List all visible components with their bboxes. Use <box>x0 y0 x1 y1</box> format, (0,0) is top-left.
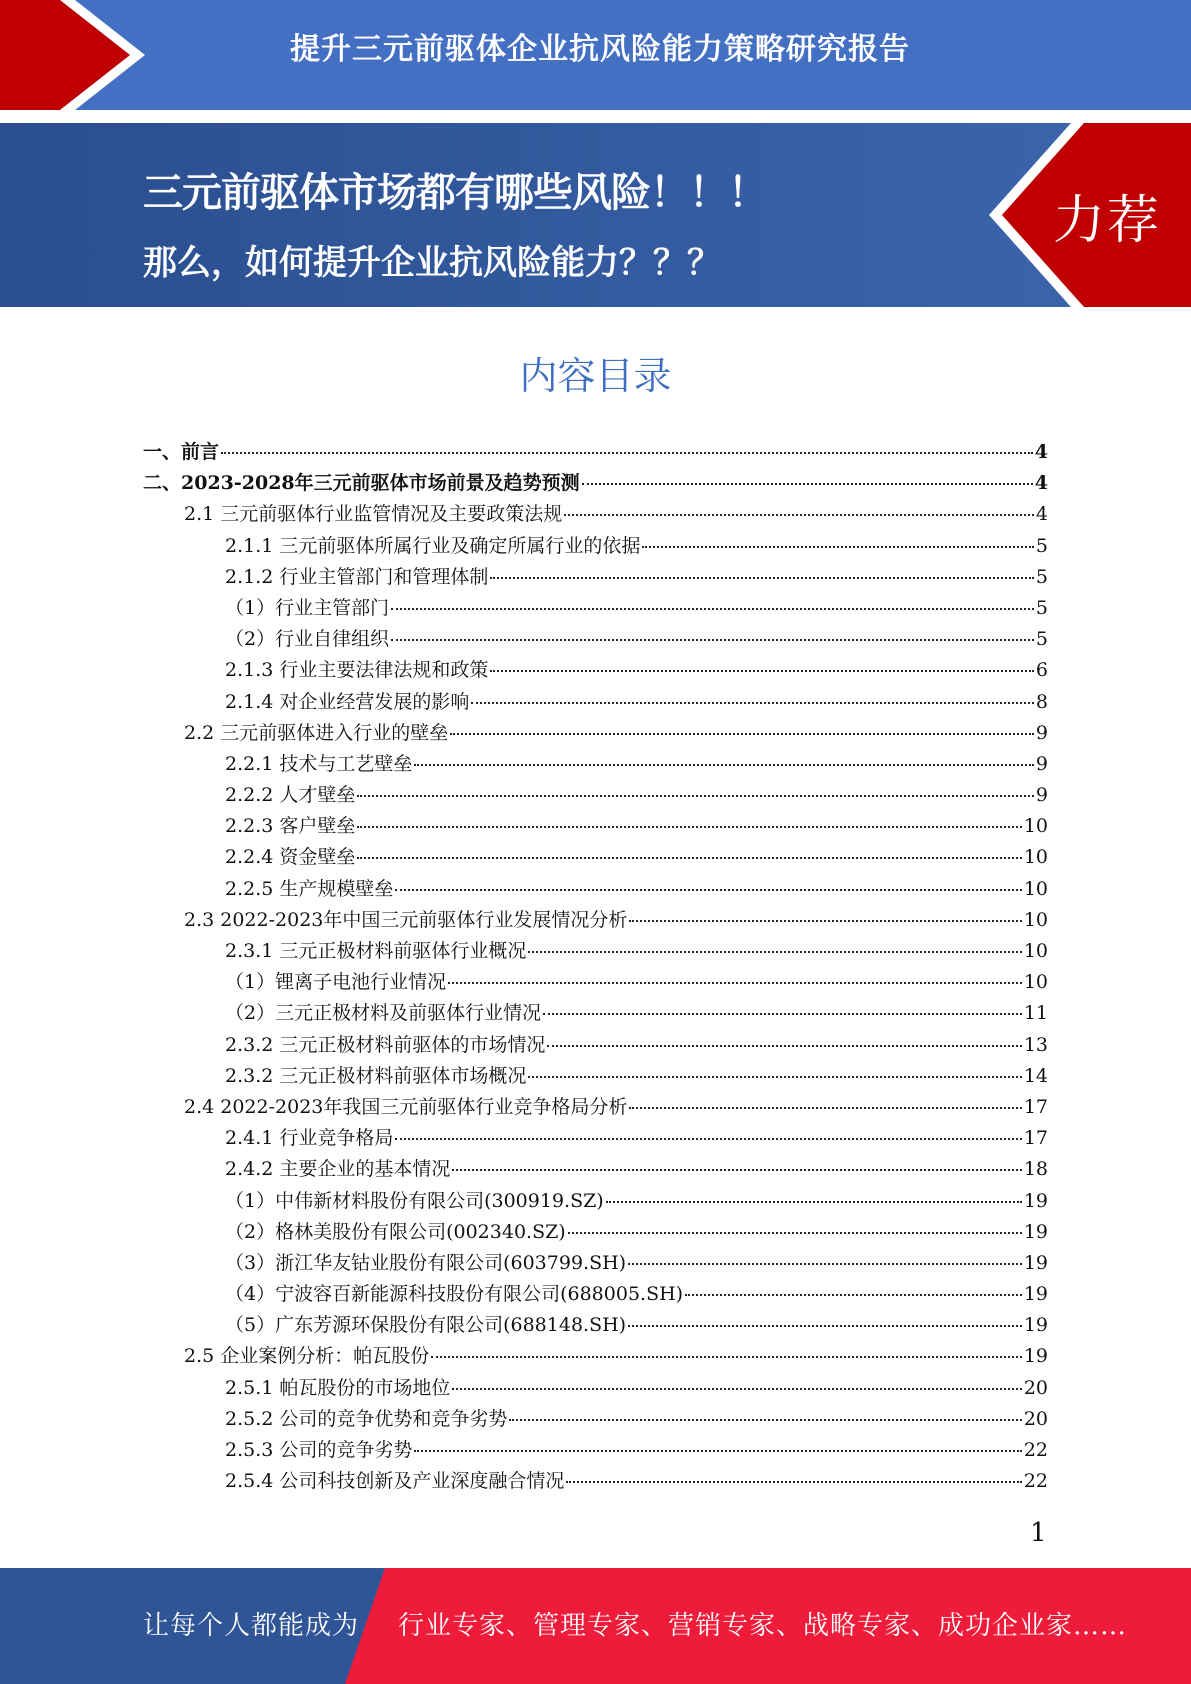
toc-leader <box>490 577 1034 579</box>
toc-entry[interactable] <box>143 1373 1048 1404</box>
toc-entry[interactable] <box>143 1092 1048 1123</box>
toc-entry-page: 5 <box>1035 596 1048 619</box>
toc-entry[interactable] <box>143 842 1048 873</box>
red-chevron-decoration <box>0 0 160 110</box>
toc-entry-label: 2.3.1 三元正极材料前驱体行业概况 <box>225 940 527 962</box>
toc-entry-label: 2.3.2 三元正极材料前驱体市场概况 <box>225 1064 527 1087</box>
toc-entry[interactable] <box>143 1341 1048 1372</box>
toc-entry-label: 2.5.1 帕瓦股份的市场地位 <box>225 1376 451 1399</box>
toc-entry-label: （2）行业自律组织 <box>225 628 390 651</box>
toc-entry[interactable] <box>143 593 1048 624</box>
toc-entry[interactable] <box>143 1030 1048 1061</box>
toc-entry-page: 17 <box>1023 1095 1048 1118</box>
toc-entry[interactable] <box>143 468 1048 499</box>
toc-entry-label: 2.1.1 三元前驱体所属行业及确定所属行业的依据 <box>225 534 641 557</box>
toc-entry-label: 2.1 三元前驱体行业监管情况及主要政策法规 <box>184 503 563 526</box>
footer-banner <box>0 1568 1191 1684</box>
toc-leader <box>357 857 1021 859</box>
toc-entry[interactable] <box>143 811 1048 842</box>
toc-entry-page: 5 <box>1035 534 1048 557</box>
toc-entry-page: 4 <box>1035 503 1048 526</box>
toc-leader <box>431 1356 1022 1358</box>
toc-entry-label: 2.3.2 三元正极材料前驱体的市场情况 <box>225 1033 546 1056</box>
toc-entry-label: 2.1.2 行业主管部门和管理体制 <box>225 565 489 588</box>
toc-entry[interactable] <box>143 531 1048 562</box>
toc-entry-label: （1）中伟新材料股份有限公司(300919.SZ) <box>225 1189 604 1212</box>
toc-entry[interactable] <box>143 499 1048 530</box>
toc-leader <box>528 951 1021 953</box>
toc-entry-label: 2.5 企业案例分析：帕瓦股份 <box>184 1345 430 1368</box>
hero-subheadline: 那么，如何提升企业抗风险能力？？？ <box>143 243 721 283</box>
report-title: 提升三元前驱体企业抗风险能力策略研究报告 <box>290 32 910 67</box>
toc-entry[interactable] <box>143 749 1048 780</box>
toc-leader <box>543 1013 1022 1015</box>
toc-entry-label: 2.2.2 人才壁垒 <box>225 784 356 807</box>
toc-entry-page: 19 <box>1023 1189 1048 1212</box>
toc-entry-label: （2）格林美股份有限公司(002340.SZ) <box>225 1220 566 1243</box>
toc-entry[interactable] <box>143 1404 1048 1435</box>
toc-entry-page: 19 <box>1023 1283 1048 1306</box>
top-banner <box>0 0 1191 110</box>
toc-entry-label: （4）宁波容百新能源科技股份有限公司(688005.SH) <box>225 1283 684 1306</box>
toc-entry[interactable] <box>143 1217 1048 1248</box>
toc-entry[interactable] <box>143 967 1048 998</box>
toc-entry-label: 2.3 2022-2023年中国三元前驱体行业发展情况分析 <box>184 908 628 931</box>
hero-banner <box>0 123 1191 307</box>
toc-leader <box>568 1232 1022 1234</box>
toc-entry-page: 9 <box>1035 752 1048 775</box>
toc-leader <box>452 1388 1021 1390</box>
toc-leader <box>509 1419 1021 1421</box>
toc-leader <box>448 982 1022 984</box>
toc-leader <box>450 733 1034 735</box>
toc-entry-page: 10 <box>1023 940 1048 962</box>
toc-entry-label: （3）浙江华友钴业股份有限公司(603799.SH) <box>225 1251 627 1274</box>
toc-entry-label: 2.2.4 资金壁垒 <box>225 846 356 869</box>
toc-entry-label: 2.1.4 对企业经营发展的影响 <box>225 690 470 713</box>
toc-entry[interactable] <box>143 687 1048 718</box>
toc-leader <box>452 1169 1021 1171</box>
toc-entry-page: 18 <box>1023 1158 1048 1181</box>
toc-leader <box>395 1138 1021 1140</box>
toc-entry-label: 2.4.1 行业竞争格局 <box>225 1127 394 1150</box>
toc-entry-page: 5 <box>1035 628 1048 651</box>
toc-leader <box>628 1325 1022 1327</box>
toc-entry-label: （1）行业主管部门 <box>225 596 390 619</box>
toc-entry[interactable] <box>143 1279 1048 1310</box>
toc-entry[interactable] <box>143 1123 1048 1154</box>
toc-leader <box>564 514 1034 516</box>
toc-entry[interactable] <box>143 1435 1048 1466</box>
toc-entry-page: 22 <box>1023 1439 1048 1461</box>
toc-entry-label: 2.2.3 客户壁垒 <box>225 815 356 838</box>
toc-entry-page: 10 <box>1023 908 1048 931</box>
toc-entry-label: 2.5.4 公司科技创新及产业深度融合情况 <box>225 1470 565 1493</box>
toc-entry-label: 一、前言 <box>143 441 220 463</box>
hero-headline: 三元前驱体市场都有哪些风险！！！ <box>143 170 767 216</box>
toc-leader <box>357 795 1034 797</box>
toc-entry-label: （1）锂离子电池行业情况 <box>225 971 447 994</box>
toc-entry[interactable] <box>143 1186 1048 1217</box>
toc-entry-page: 19 <box>1023 1251 1048 1274</box>
table-of-contents <box>143 437 1048 1497</box>
toc-entry-label: 2.4.2 主要企业的基本情况 <box>225 1158 451 1181</box>
toc-entry-page: 20 <box>1023 1376 1048 1399</box>
toc-entry-page: 10 <box>1023 815 1048 838</box>
toc-entry-page: 5 <box>1035 565 1048 588</box>
toc-leader <box>642 546 1034 548</box>
toc-entry[interactable] <box>143 936 1048 967</box>
toc-leader <box>685 1294 1022 1296</box>
toc-leader <box>395 889 1021 891</box>
toc-leader <box>528 1076 1021 1078</box>
toc-entry-page: 20 <box>1023 1407 1048 1430</box>
toc-entry-page: 19 <box>1023 1314 1048 1337</box>
toc-entry-page: 14 <box>1023 1064 1048 1087</box>
toc-leader <box>471 702 1034 704</box>
toc-entry-page: 22 <box>1023 1470 1048 1493</box>
toc-entry-label: 二、2023-2028年三元前驱体市场前景及趋势预测 <box>143 472 580 495</box>
toc-leader <box>414 1450 1021 1452</box>
toc-entry[interactable] <box>143 655 1048 686</box>
toc-entry-page: 11 <box>1023 1002 1048 1025</box>
toc-entry-page: 4 <box>1034 441 1048 463</box>
toc-entry[interactable] <box>143 998 1048 1029</box>
toc-entry-page: 4 <box>1034 472 1048 495</box>
toc-entry[interactable] <box>143 562 1048 593</box>
toc-title: 内容目录 <box>519 354 672 398</box>
toc-entry[interactable] <box>143 437 1048 468</box>
toc-entry[interactable] <box>143 1248 1048 1279</box>
toc-entry[interactable] <box>143 1061 1048 1092</box>
toc-entry[interactable] <box>143 718 1048 749</box>
toc-leader <box>391 639 1034 641</box>
toc-entry-page: 19 <box>1023 1345 1048 1368</box>
page-number: 1 <box>1030 1518 1047 1548</box>
toc-leader <box>547 1045 1021 1047</box>
toc-entry-page: 9 <box>1035 721 1048 744</box>
toc-entry-page: 19 <box>1023 1220 1048 1243</box>
toc-entry-label: （2）三元正极材料及前驱体行业情况 <box>225 1002 542 1025</box>
toc-entry[interactable] <box>143 624 1048 655</box>
toc-entry-label: 2.1.3 行业主要法律法规和政策 <box>225 659 489 682</box>
toc-entry[interactable] <box>143 1154 1048 1185</box>
toc-entry-label: 2.4 2022-2023年我国三元前驱体行业竞争格局分析 <box>184 1095 628 1118</box>
toc-leader <box>490 670 1034 672</box>
recommend-badge: 力荐 <box>1052 191 1161 251</box>
footer-slogan-roles: 行业专家、管理专家、营销专家、战略专家、成功企业家…… <box>398 1611 1128 1641</box>
toc-entry-page: 8 <box>1035 690 1048 713</box>
toc-entry[interactable] <box>143 780 1048 811</box>
toc-entry-page: 6 <box>1035 659 1048 682</box>
toc-entry-label: 2.2.5 生产规模壁垒 <box>225 877 394 900</box>
toc-entry-page: 13 <box>1023 1033 1048 1056</box>
toc-entry[interactable] <box>143 905 1048 936</box>
toc-leader <box>221 452 1033 454</box>
toc-entry-page: 9 <box>1035 784 1048 807</box>
toc-entry-page: 17 <box>1023 1127 1048 1150</box>
toc-leader <box>628 1263 1022 1265</box>
toc-entry-label: 2.5.2 公司的竞争优势和竞争劣势 <box>225 1407 508 1430</box>
toc-entry-page: 10 <box>1023 846 1048 869</box>
toc-leader <box>357 826 1021 828</box>
toc-leader <box>391 608 1034 610</box>
toc-leader <box>582 483 1033 485</box>
toc-leader <box>606 1201 1022 1203</box>
toc-leader <box>629 1107 1021 1109</box>
toc-leader <box>629 920 1021 922</box>
toc-entry-page: 10 <box>1023 971 1048 994</box>
footer-slogan-lead: 让每个人都能成为 <box>143 1611 360 1641</box>
toc-leader <box>414 764 1034 766</box>
toc-entry-label: 2.2 三元前驱体进入行业的壁垒 <box>184 721 449 744</box>
toc-entry-page: 10 <box>1023 877 1048 900</box>
toc-entry[interactable] <box>143 1310 1048 1341</box>
toc-leader <box>566 1481 1021 1483</box>
toc-entry-label: （5）广东芳源环保股份有限公司(688148.SH) <box>225 1314 627 1337</box>
toc-entry-label: 2.5.3 公司的竞争劣势 <box>225 1439 413 1461</box>
toc-entry[interactable] <box>143 874 1048 905</box>
toc-entry[interactable] <box>143 1466 1048 1497</box>
toc-entry-label: 2.2.1 技术与工艺壁垒 <box>225 752 413 775</box>
